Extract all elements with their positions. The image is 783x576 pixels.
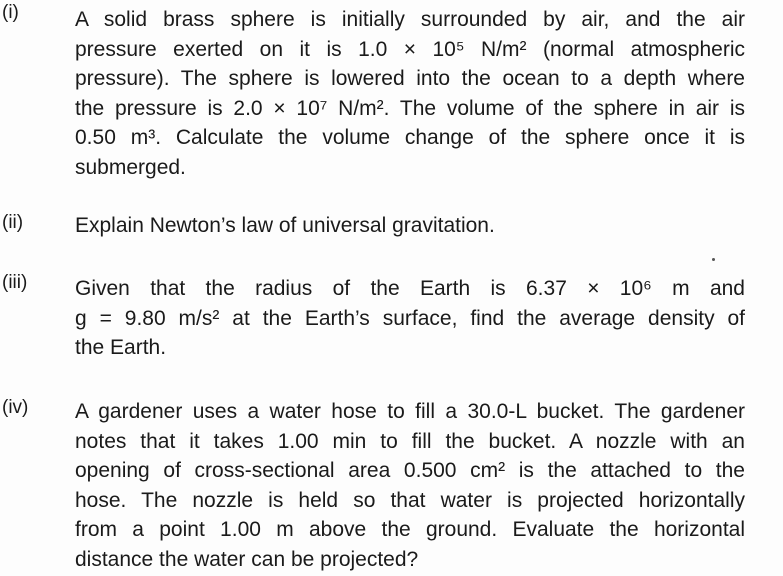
- question-line: submerged.: [75, 155, 186, 179]
- question-number: (ii): [2, 212, 24, 233]
- question-line: 0.50 m³. Calculate the volume change of the sphere once it is: [75, 126, 745, 149]
- question-line: the Earth.: [75, 336, 167, 359]
- question-line: A gardener uses a water hose to fill a 30.0-L bucket. The gardener: [75, 400, 745, 423]
- question-text: [75, 397, 745, 574]
- question-number: (iii): [2, 272, 28, 293]
- question-line: the pressure is 2.0 × 10⁷ N/m². The volume of the sphere in air is: [75, 96, 745, 120]
- question-line: Given that the radius of the Earth is 6.37 × 10⁶ m and: [75, 277, 745, 300]
- question-line: g = 9.80 m/s² at the Earth’s surface, find the average density of: [75, 306, 745, 330]
- question-line: from a point 1.00 m above the ground. Evaluate the horizontal: [75, 518, 745, 541]
- question-line: distance the water can be projected?: [75, 547, 419, 571]
- question-line: Explain Newton’s law of universal gravitation.: [75, 214, 495, 237]
- scan-speck: [712, 258, 715, 261]
- question-text: [75, 5, 745, 182]
- question-line: A solid brass sphere is initially surrounded by air, and the air: [75, 8, 745, 31]
- question-text: [75, 211, 745, 241]
- question-number: (i): [2, 2, 19, 23]
- question-line: opening of cross-sectional area 0.500 cm² is the attached to the: [75, 459, 745, 482]
- question-line: notes that it takes 1.00 min to fill the bucket. A nozzle with an: [75, 429, 745, 453]
- question-number: (iv): [2, 397, 29, 418]
- question-line: pressure). The sphere is lowered into the ocean to a depth where: [75, 67, 745, 90]
- question-line: hose. The nozzle is held so that water is projected horizontally: [75, 488, 745, 512]
- question-line: pressure exerted on it is 1.0 × 10⁵ N/m² (normal atmospheric: [75, 37, 745, 61]
- question-text: [75, 274, 745, 363]
